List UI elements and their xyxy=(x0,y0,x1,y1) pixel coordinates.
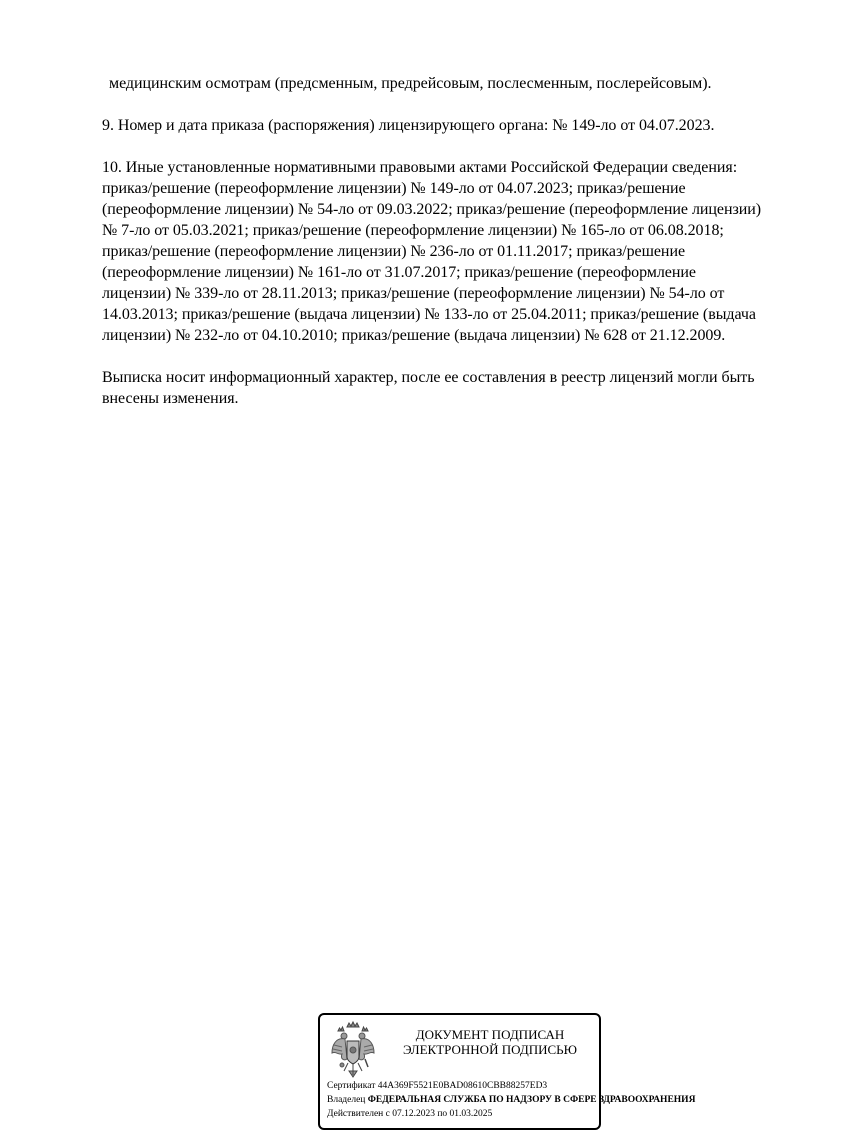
order-number-line: 9. Номер и дата приказа (распоряжения) лицензирующего органа: № 149-ло от 04.07.2023. xyxy=(102,117,715,134)
text-line: 14.03.2013; приказ/решение (выдача лицензии) № 133-ло от 25.04.2011; приказ/решение (выдача xyxy=(102,306,756,323)
text-line: лицензии) № 232-ло от 04.10.2010; приказ/решение (выдача лицензии) № 628 от 21.12.2009. xyxy=(102,327,726,344)
russia-coat-of-arms-icon xyxy=(330,1021,376,1079)
certificate-label: Сертификат xyxy=(327,1081,376,1091)
text-line: приказ/решение (переоформление лицензии) № 236-ло от 01.11.2017; приказ/решение xyxy=(102,243,686,260)
text-line: (переоформление лицензии) № 54-ло от 09.03.2022; приказ/решение (переоформление лицензии) xyxy=(102,201,762,218)
disclaimer-line: Выписка носит информационный характер, после ее составления в реестр лицензий могли быть xyxy=(102,369,755,386)
stamp-title-line1: ДОКУМЕНТ ПОДПИСАН xyxy=(415,1027,565,1042)
owner-label: Владелец xyxy=(327,1095,366,1105)
text-line: приказ/решение (переоформление лицензии) № 149-ло от 04.07.2023; приказ/решение xyxy=(102,180,686,197)
text-line-1: медицинским осмотрам (предсменным, предрейсовым, послесменным, послерейсовым). xyxy=(109,75,712,92)
text-line: (переоформление лицензии) № 161-ло от 31.07.2017; приказ/решение (переоформление xyxy=(102,264,696,281)
certificate-value: 44A369F5521E0BAD08610CBB88257ED3 xyxy=(377,1081,548,1091)
text-line: № 7-ло от 05.03.2021; приказ/решение (переоформление лицензии) № 165-ло от 06.08.2018; xyxy=(102,222,724,239)
electronic-signature-stamp xyxy=(318,1013,696,1130)
text-line: лицензии) № 339-ло от 28.11.2013; приказ/решение (переоформление лицензии) № 54-ло от xyxy=(102,285,725,302)
certificate-line xyxy=(327,1080,547,1092)
disclaimer-line: внесены изменения. xyxy=(102,390,239,407)
stamp-title-line2: ЭЛЕКТРОННОЙ ПОДПИСЬЮ xyxy=(403,1042,577,1057)
owner-line xyxy=(327,1094,695,1106)
owner-value: ФЕДЕРАЛЬНАЯ СЛУЖБА ПО НАДЗОРУ В СФЕРЕ ЗДРАВООХРАНЕНИЯ xyxy=(367,1095,696,1105)
validity-line: Действителен с 07.12.2023 по 01.03.2025 xyxy=(327,1109,493,1119)
other-info-heading: 10. Иные установленные нормативными правовыми актами Российской Федерации сведения: xyxy=(102,159,738,176)
